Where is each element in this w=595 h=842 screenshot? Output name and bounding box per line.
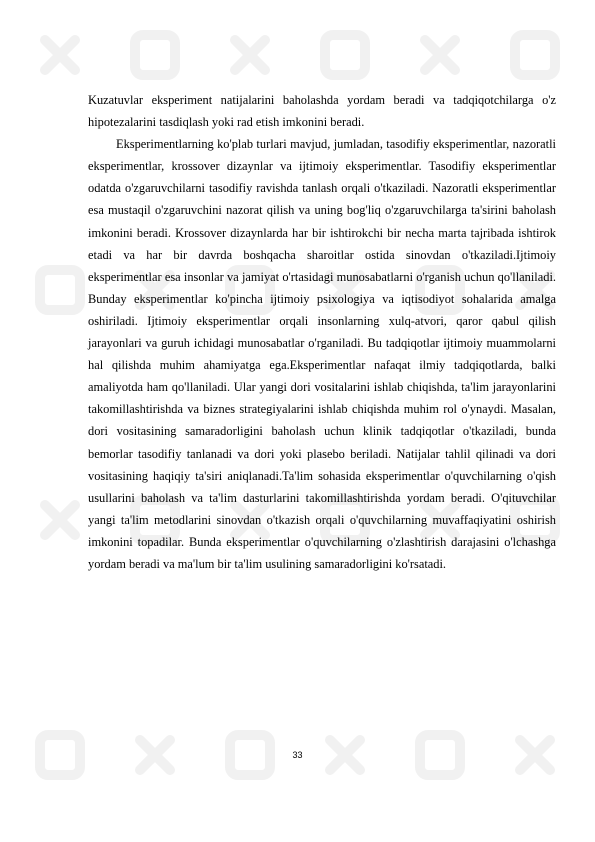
page-number: 33 — [292, 750, 303, 760]
body-text — [88, 89, 556, 575]
paragraph-2: Eksperimentlarning ko'plab turlari mavjud, jumladan, tasodifiy eksperimentlar, nazoratli eksperimentlar, krossover dizaynlar va ijtimoiy eksperimentlar. Tasodifiy eksperimentlar odatda o'zgaruvchilarni tasodifiy ravishda tanlash orqali o'tkaziladi. Nazoratli eksperimentlar esa mustaqil o'zgaruvchini nazorat qilish va uning bog'liq o'zgaruvchilarga ta'sirini baholash imkonini beradi. Krossover dizaynlarda har bir ishtirokchi bir necha marta tajribada ishtirok etadi va har bir davrda boshqacha sharoitlar ostida sinovdan o'tkaziladi.Ijtimoiy eksperimentlar esa insonlar va jamiyat o'rtasidagi munosabatlarni o'rganish uchun qo'llaniladi. Bunday eksperimentlar ko'pincha ijtimoiy psixologiya va iqtisodiyot sohalarida amalga oshiriladi. Ijtimoiy eksperimentlar orqali insonlarning xulq-atvori, qaror qabul qilish jarayonlari va guruh ichidagi munosabatlar o'rganiladi. Bu tadqiqotlar ijtimoiy muammolarni hal qilishda muhim ahamiyatga ega.Eksperimentlar nafaqat ilmiy tadqiqotlarda, balki amaliyotda ham qo'llaniladi. Ular yangi dori vositalarini ishlab chiqishda, ta'lim jarayonlarini takomillashtirishda va biznes strategiyalarini ishlab chiqishda muhim rol o'ynaydi. Masalan, dori vositasining samaradorligini baholash uchun klinik tadqiqotlar o'tkaziladi, bunda bemorlar tasodifiy tanlanadi va dori yoki plasebo beriladi. Natijalar tahlil qilinadi va dori vositasining haqiqiy ta'siri aniqlanadi.Ta'lim sohasida eksperimentlar o'quvchilarning o'qish usullarini baholash va ta'lim dasturlarini takomillashtirishda yordam beradi. O'qituvchilar yangi ta'lim metodlarini sinovdan o'tkazish orqali o'quvchilarning muvaffaqiyatini oshirish imkonini topadilar. Bunda eksperimentlar o'quvchilarning o'zlashtirish darajasini o'lchashga yordam beradi va ma'lum bir ta'lim usulining samaradorligini ko'rsatadi. — [88, 137, 556, 571]
paragraph-1: Kuzatuvlar eksperiment natijalarini baholashda yordam beradi va tadqiqotchilarga o'z hipotezalarini tasdiqlash yoki rad etish imkonini beradi. — [88, 93, 556, 130]
